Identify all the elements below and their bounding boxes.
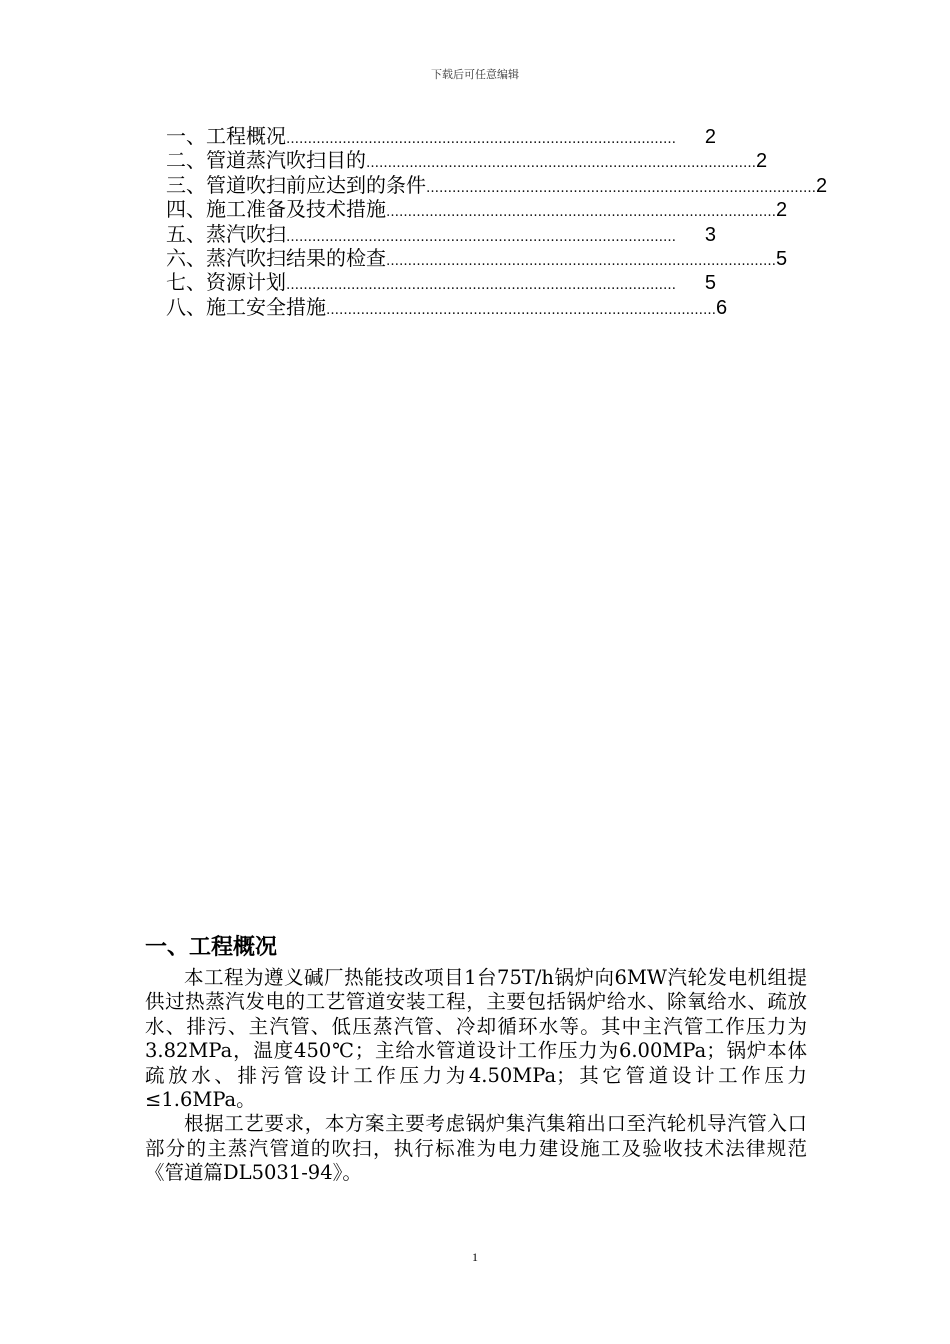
toc-entry-page: 2	[776, 199, 788, 222]
body-paragraph: 根据工艺要求，本方案主要考虑锅炉集汽集箱出口至汽轮机导汽管入口部分的主蒸汽管道的吹扫，执行标准为电力建设施工及验收技术法律规范《管道篇DL5031-94》。	[145, 1112, 807, 1185]
toc-leader-dots: ………………………………………………………………………………	[426, 180, 816, 196]
toc-entry[interactable]	[166, 124, 716, 148]
toc-leader-dots: ………………………………………………………………………………	[386, 253, 776, 269]
body-paragraph: 本工程为遵义碱厂热能技改项目1台75T/h锅炉向6MW汽轮发电机组提供过热蒸汽发电的工艺管道安装工程，主要包括锅炉给水、除氧给水、疏放水、排污、主汽管、低压蒸汽管、冷却循环水等。其中主汽管工作压力为3.82MPa，温度450℃；主给水管道设计工作压力为6.00MPa；锅炉本体疏放水、排污管设计工作压力为4.50MPa；其它管道设计工作压力≤1.6MPa。	[145, 966, 807, 1112]
toc-entry[interactable]	[166, 294, 728, 319]
toc-entry-label: 二、管道蒸汽吹扫目的	[166, 148, 366, 173]
toc-entry[interactable]	[166, 172, 828, 197]
toc-entry-label: 一、工程概况	[166, 124, 286, 148]
toc-entry[interactable]	[166, 148, 768, 173]
toc-entry-page: 2	[816, 174, 828, 197]
toc-entry-page: 6	[716, 296, 728, 319]
toc-entry-label: 四、施工准备及技术措施	[166, 197, 386, 222]
toc-entry-page: 2	[704, 126, 716, 148]
toc-leader-dots: ………………………………………………………………………………	[366, 156, 756, 172]
toc-leader-dots: ………………………………………………………………………………	[286, 132, 676, 147]
table-of-contents	[166, 124, 828, 319]
page-number: 1	[472, 1250, 478, 1264]
toc-entry-page: 2	[756, 150, 768, 173]
page-header: 下载后可任意编辑	[431, 68, 519, 81]
toc-entry[interactable]	[166, 197, 788, 222]
section-body	[145, 966, 807, 1186]
toc-leader-dots: ………………………………………………………………………………	[386, 205, 776, 221]
toc-entry-label: 八、施工安全措施	[166, 294, 326, 319]
toc-leader-dots: ………………………………………………………………………………	[326, 302, 716, 318]
toc-leader-dots: ………………………………………………………………………………	[286, 229, 676, 245]
toc-entry-label: 三、管道吹扫前应达到的条件	[166, 172, 426, 197]
toc-entry[interactable]	[166, 222, 716, 246]
toc-leader-dots: ………………………………………………………………………………	[286, 278, 676, 294]
toc-entry[interactable]	[166, 270, 716, 294]
toc-entry-page: 5	[776, 247, 788, 270]
toc-entry-label: 七、资源计划	[166, 270, 286, 295]
section-heading: 一、工程概况	[145, 935, 278, 960]
toc-entry-label: 五、蒸汽吹扫	[166, 221, 286, 246]
toc-entry[interactable]	[166, 245, 788, 270]
toc-entry-page: 5	[704, 272, 716, 295]
toc-entry-label: 六、蒸汽吹扫结果的检查	[166, 245, 386, 270]
toc-entry-page: 3	[704, 223, 716, 246]
